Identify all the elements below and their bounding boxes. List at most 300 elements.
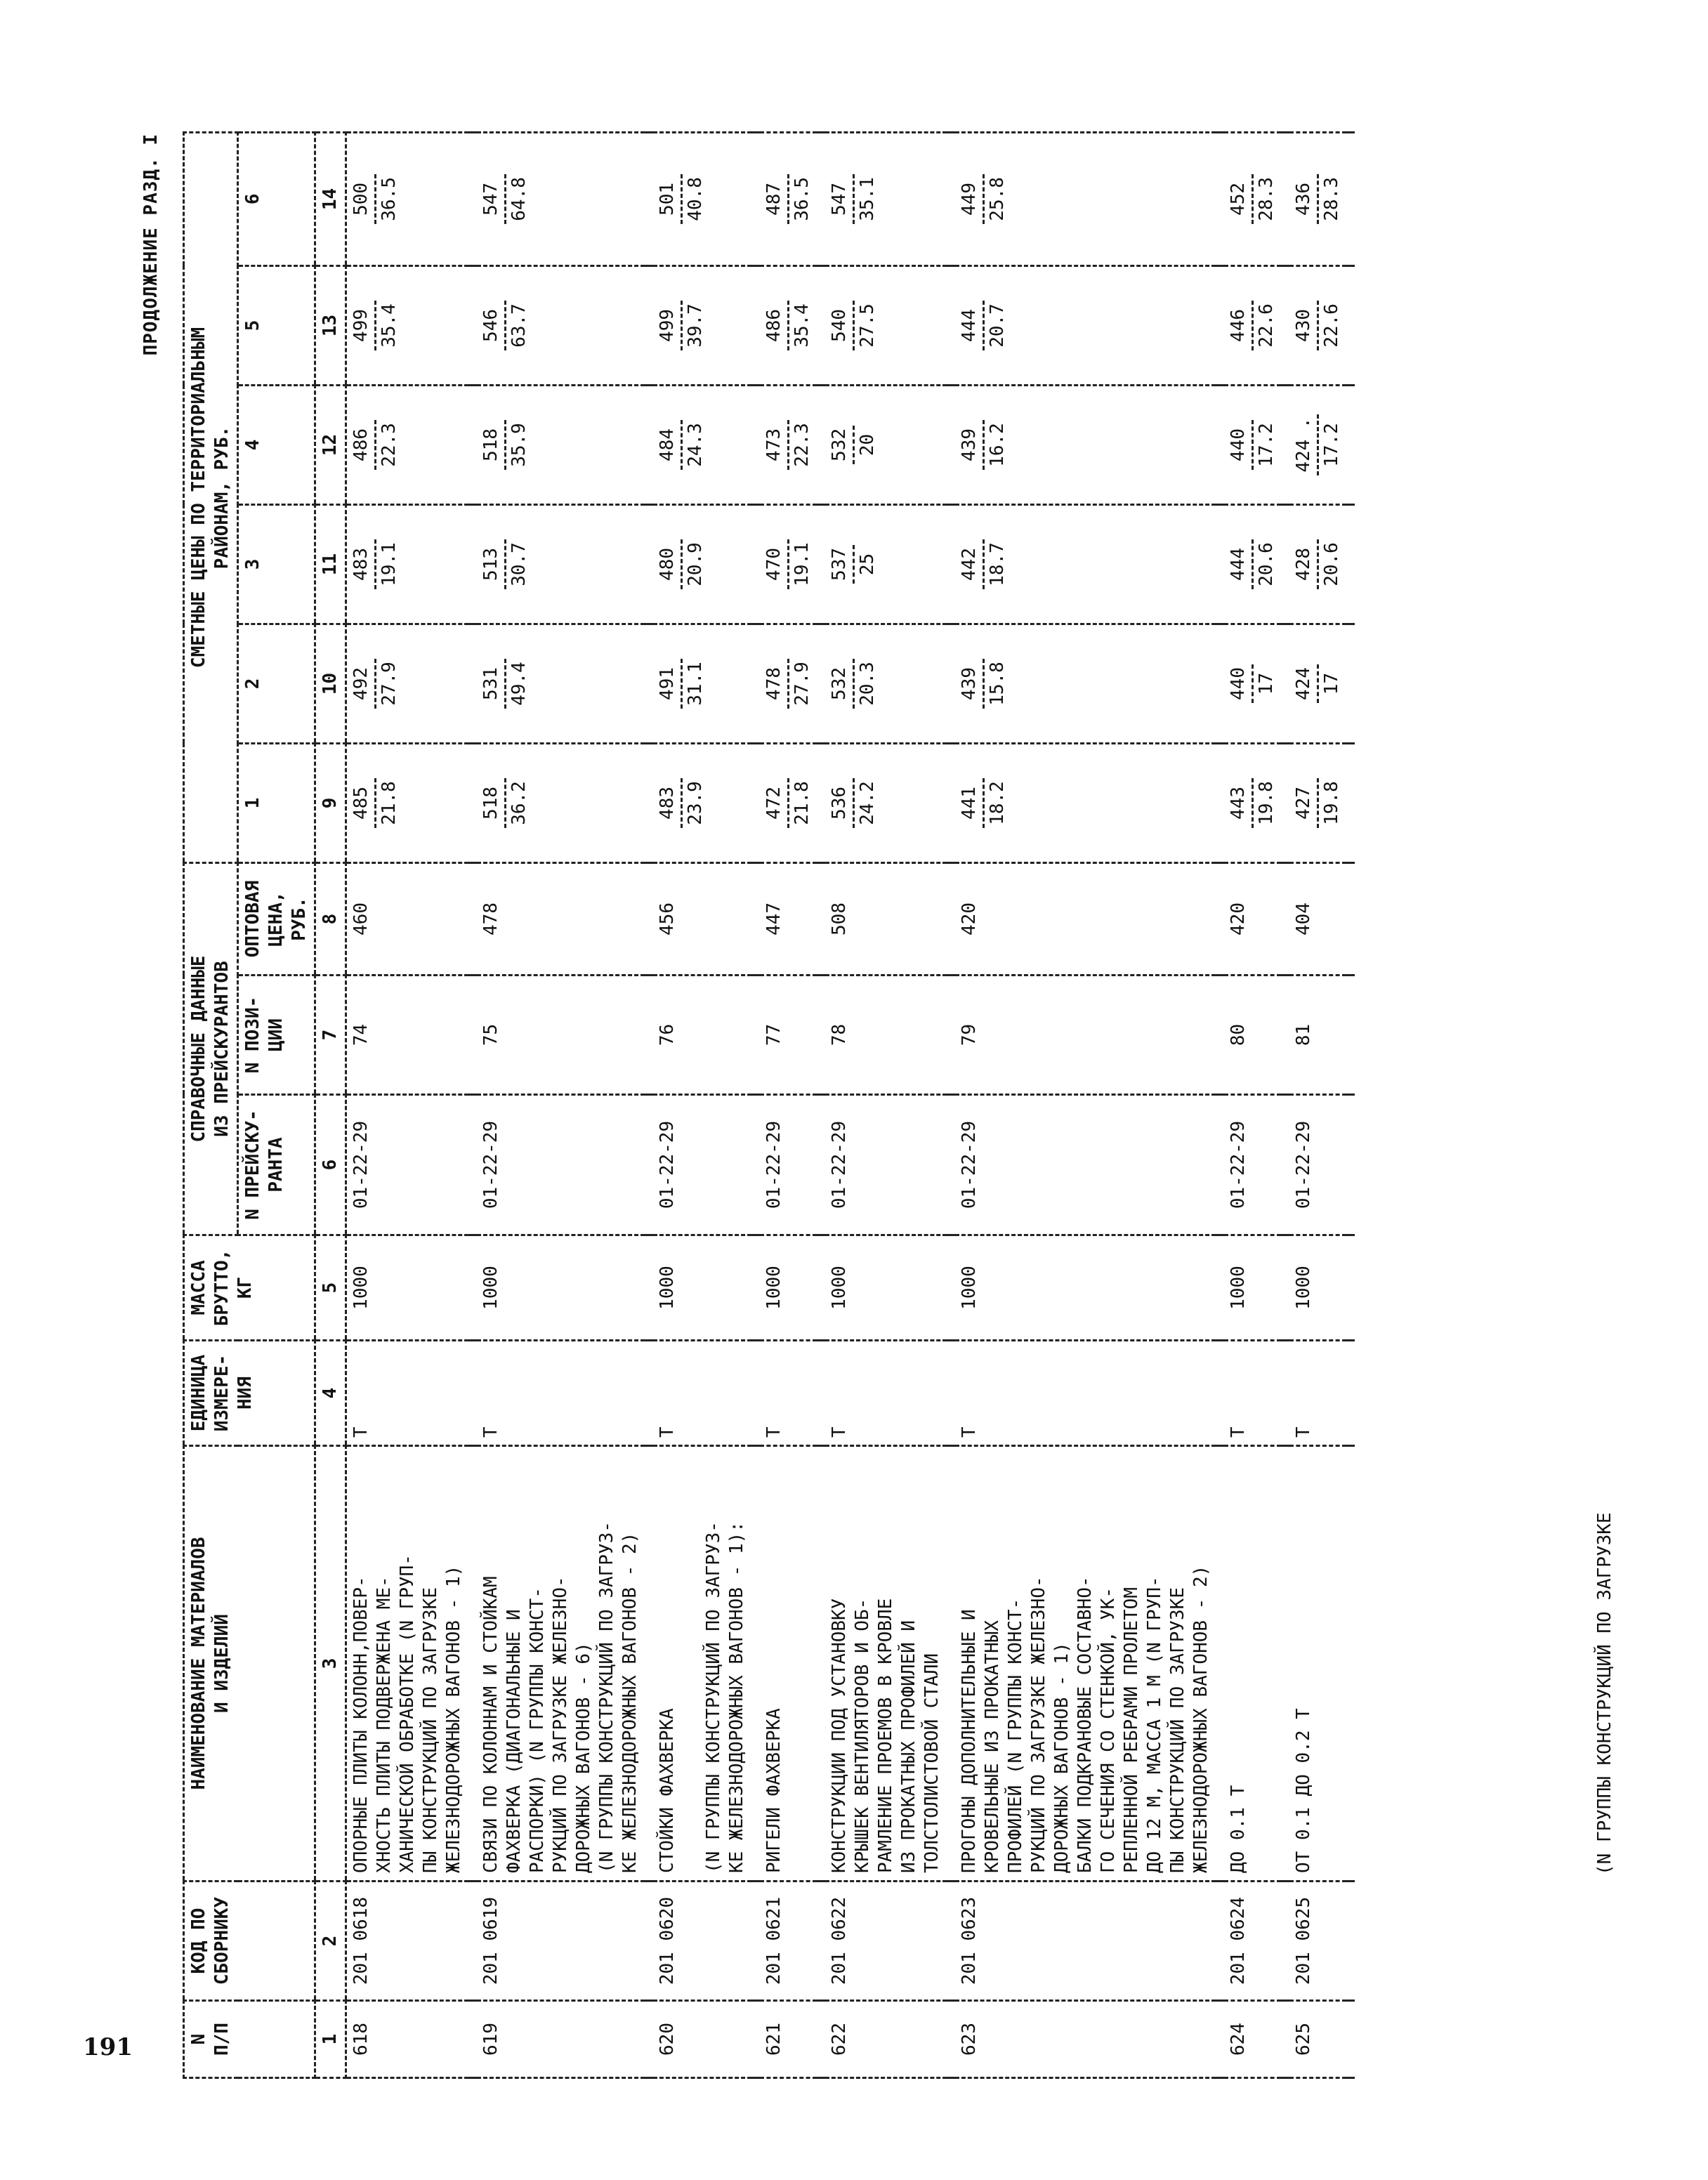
spacer-cell xyxy=(1346,265,1355,385)
col-num-3: 3 xyxy=(315,1446,346,1882)
cell-pricelist: 01-22-29 xyxy=(760,1095,817,1235)
cell-pricelist: 01-22-29 xyxy=(825,1095,947,1235)
transport-cost: 35.9 xyxy=(508,423,530,467)
spacer-cell xyxy=(947,743,955,862)
cell-price-region-6 xyxy=(1289,132,1346,265)
transport-cost: 19.1 xyxy=(379,542,400,586)
price-value: 439 xyxy=(958,659,985,709)
spacer-cell xyxy=(468,132,477,265)
transport-cost: 36.2 xyxy=(508,781,530,825)
spacer-cell xyxy=(468,1446,477,1882)
transport-cost: 49.4 xyxy=(508,662,530,706)
spacer-cell xyxy=(1346,1882,1355,2001)
table-row xyxy=(346,132,469,2077)
price-value: 470 xyxy=(763,539,789,589)
price-value: 486 xyxy=(350,420,376,470)
spacer-cell xyxy=(645,1095,653,1235)
price-fraction xyxy=(828,301,879,350)
spacer-cell xyxy=(1281,1095,1289,1235)
transport-cost: 20.9 xyxy=(685,542,706,586)
price-fraction xyxy=(1292,414,1344,475)
spacer-cell xyxy=(817,385,825,504)
row-spacer xyxy=(645,132,653,2077)
spacer-cell xyxy=(468,624,477,743)
cell-price-region-1 xyxy=(653,743,751,862)
cell-pricelist: 01-22-29 xyxy=(477,1095,645,1235)
transport-cost: 35.1 xyxy=(857,177,878,221)
table-row xyxy=(477,132,645,2077)
spacer-cell xyxy=(947,2001,955,2078)
transport-cost: 28.3 xyxy=(1321,177,1342,221)
cell-code: 201 0621 xyxy=(760,1882,817,2001)
cell-price-region-3 xyxy=(653,504,751,624)
spacer-cell xyxy=(645,265,653,385)
spacer-cell xyxy=(751,2001,760,2078)
price-value: 444 xyxy=(958,301,985,350)
cell-price-region-5 xyxy=(1224,265,1281,385)
cell-price-region-6 xyxy=(346,132,469,265)
transport-cost: 17 xyxy=(1321,672,1342,695)
cell-price-region-5 xyxy=(346,265,469,385)
spacer-cell xyxy=(751,1095,760,1235)
table-row xyxy=(1289,132,1346,2077)
cell-mass: 1000 xyxy=(1289,1235,1346,1341)
transport-cost: 24.3 xyxy=(685,423,706,467)
spacer-cell xyxy=(817,1341,825,1446)
spacer-cell xyxy=(645,624,653,743)
cell-price-region-5 xyxy=(955,265,1216,385)
cell-position: 78 xyxy=(825,976,947,1095)
price-value: 491 xyxy=(656,659,683,709)
spacer-cell xyxy=(1281,2001,1289,2078)
cell-name: ОТ 0.1 ДО 0.2 Т xyxy=(1289,1446,1346,1882)
price-fraction xyxy=(656,778,707,828)
price-fraction xyxy=(656,659,707,709)
cell-position: 77 xyxy=(760,976,817,1095)
page-number: 191 xyxy=(83,2033,133,2061)
price-value: 484 xyxy=(656,420,683,470)
cell-num: 618 xyxy=(346,2001,469,2078)
cell-price-region-1 xyxy=(955,743,1216,862)
cell-price-region-5 xyxy=(477,265,645,385)
spacer-cell xyxy=(817,1235,825,1341)
header-mass: МАССА БРУТТО, КГ xyxy=(184,1235,315,1341)
cell-name: ПРОГОНЫ ДОПОЛНИТЕЛЬНЫЕ И КРОВЕЛЬНЫЕ ИЗ ПРОКАТНЫХ ПРОФИЛЕЙ (N ГРУППЫ КОНСТ- РУКЦИЙ ПО ЗАГРУЗКЕ ЖЕЛЕЗНО- ДОРОЖНЫХ ВАГОНОВ - 1) БАЛКИ ПОДКРАНОВЫЕ СОСТАВНО- ГО СЕЧЕНИЯ СО СТЕНКОЙ, УК- РЕПЛЕННОЙ РЕБРАМИ ПРОЛЕТОМ ДО 12 М, МАССА 1 М (N ГРУП- ПЫ КОНСТРУКЦИЙ ПО ЗАГРУЗКЕ ЖЕЛЕЗНОДОРОЖНЫХ ВАГОНОВ - 2) xyxy=(955,1446,1216,1882)
transport-cost: 25.8 xyxy=(987,177,1008,221)
cell-name: ОПОРНЫЕ ПЛИТЫ КОЛОНН,ПОВЕР- ХНОСТЬ ПЛИТЫ ПОДВЕРЖЕНА МЕ- ХАНИЧЕСКОЙ ОБРАБОТКЕ (N ГРУП- ПЫ КОНСТРУКЦИЙ ПО ЗАГРУЗКЕ ЖЕЛЕЗНОДОРОЖНЫХ ВАГОНОВ - 1) xyxy=(346,1446,469,1882)
price-value: 424 . xyxy=(1292,414,1319,475)
cell-price-region-1 xyxy=(760,743,817,862)
cell-code: 201 0620 xyxy=(653,1882,751,2001)
cell-price-region-4 xyxy=(346,385,469,504)
spacer-cell xyxy=(1216,1882,1224,2001)
price-fraction xyxy=(1292,539,1344,589)
price-fraction xyxy=(763,301,814,350)
spacer-cell xyxy=(1216,385,1224,504)
price-value: 430 xyxy=(1292,301,1319,350)
spacer-cell xyxy=(947,1341,955,1446)
cell-price-region-4 xyxy=(760,385,817,504)
cell-num: 622 xyxy=(825,2001,947,2078)
spacer-cell xyxy=(645,1341,653,1446)
price-value: 446 xyxy=(1227,301,1254,350)
transport-cost: 27.9 xyxy=(379,662,400,706)
spacer-cell xyxy=(468,976,477,1095)
cell-num: 623 xyxy=(955,2001,1216,2078)
transport-cost: 30.7 xyxy=(508,542,530,586)
col-num-2: 2 xyxy=(315,1882,346,2001)
cell-price-region-3 xyxy=(955,504,1216,624)
price-fraction xyxy=(480,659,531,709)
header-position: N ПОЗИ- ЦИИ xyxy=(238,976,315,1095)
col-num-13: 13 xyxy=(315,265,346,385)
footer-note: (N ГРУППЫ КОНСТРУКЦИЙ ПО ЗАГРУЗКЕ xyxy=(1594,1512,1615,1875)
price-value: 428 xyxy=(1292,539,1319,589)
cell-mass: 1000 xyxy=(955,1235,1216,1341)
spacer-cell xyxy=(1216,976,1224,1095)
spacer-cell xyxy=(751,624,760,743)
price-fraction xyxy=(480,778,531,828)
row-spacer xyxy=(947,132,955,2077)
rotated-page xyxy=(133,133,1707,2079)
cell-wholesale: 420 xyxy=(955,862,1216,975)
price-value: 478 xyxy=(763,659,789,709)
cell-wholesale: 447 xyxy=(760,862,817,975)
transport-cost: 20.6 xyxy=(1321,542,1342,586)
spacer-cell xyxy=(1216,504,1224,624)
price-value: 486 xyxy=(763,301,789,350)
price-value: 427 xyxy=(1292,778,1319,828)
price-value: 531 xyxy=(480,659,506,709)
spacer-cell xyxy=(751,976,760,1095)
header-region-2: 2 xyxy=(238,624,315,743)
transport-cost: 25 xyxy=(857,553,878,576)
spacer-cell xyxy=(1216,265,1224,385)
cell-price-region-6 xyxy=(825,132,947,265)
cell-price-region-6 xyxy=(477,132,645,265)
transport-cost: 27.9 xyxy=(791,662,813,706)
spacer-cell xyxy=(751,1882,760,2001)
spacer-cell xyxy=(468,2001,477,2078)
cell-unit: Т xyxy=(477,1341,645,1446)
cell-price-region-3 xyxy=(346,504,469,624)
price-fraction xyxy=(1292,301,1344,350)
cell-price-region-3 xyxy=(760,504,817,624)
spacer-cell xyxy=(817,624,825,743)
spacer-cell xyxy=(1281,1446,1289,1882)
header-num: N П/П xyxy=(184,2001,315,2078)
cell-price-region-4 xyxy=(1224,385,1281,504)
cell-pricelist: 01-22-29 xyxy=(653,1095,751,1235)
spacer-cell xyxy=(1281,132,1289,265)
price-fraction xyxy=(1227,420,1278,470)
spacer-cell xyxy=(1216,862,1224,975)
col-num-5: 5 xyxy=(315,1235,346,1341)
cell-price-region-5 xyxy=(760,265,817,385)
cell-mass: 1000 xyxy=(760,1235,817,1341)
spacer-cell xyxy=(947,1446,955,1882)
price-value: 532 xyxy=(828,659,855,709)
price-value: 441 xyxy=(958,778,985,828)
header-region-3: 3 xyxy=(238,504,315,624)
price-fraction xyxy=(958,778,1009,828)
spacer-cell xyxy=(1281,385,1289,504)
spacer-cell xyxy=(751,132,760,265)
cell-pricelist: 01-22-29 xyxy=(346,1095,469,1235)
transport-cost: 36.5 xyxy=(791,177,813,221)
col-num-1: 1 xyxy=(315,2001,346,2078)
price-fraction xyxy=(1292,778,1344,828)
cell-num: 621 xyxy=(760,2001,817,2078)
spacer-cell xyxy=(1216,1235,1224,1341)
price-fraction xyxy=(656,539,707,589)
spacer-cell xyxy=(947,862,955,975)
cell-price-region-3 xyxy=(477,504,645,624)
spacer-cell xyxy=(1216,2001,1224,2078)
transport-cost: 20.3 xyxy=(857,662,878,706)
col-num-6: 6 xyxy=(315,1095,346,1235)
cell-wholesale: 478 xyxy=(477,862,645,975)
spacer-cell xyxy=(1281,1235,1289,1341)
transport-cost: 22.6 xyxy=(1321,303,1342,348)
header-estimate-group: СМЕТНЫЕ ЦЕНЫ ПО ТЕРРИТОРИАЛЬНЫМ РАЙОНАМ, РУБ. xyxy=(184,132,238,862)
col-num-10: 10 xyxy=(315,624,346,743)
transport-cost: 63.7 xyxy=(508,303,530,348)
spacer-cell xyxy=(1346,385,1355,504)
cell-mass: 1000 xyxy=(346,1235,469,1341)
price-value: 536 xyxy=(828,778,855,828)
spacer-cell xyxy=(1346,504,1355,624)
price-value: 547 xyxy=(828,174,855,224)
spacer-cell xyxy=(751,504,760,624)
spacer-cell xyxy=(468,1235,477,1341)
price-value: 439 xyxy=(958,420,985,470)
cell-price-region-2 xyxy=(825,624,947,743)
cell-price-region-1 xyxy=(1289,743,1346,862)
row-spacer xyxy=(1281,132,1289,2077)
cell-price-region-5 xyxy=(825,265,947,385)
cell-pricelist: 01-22-29 xyxy=(1224,1095,1281,1235)
price-value: 473 xyxy=(763,420,789,470)
spacer-cell xyxy=(817,1882,825,2001)
spacer-cell xyxy=(1346,1446,1355,1882)
price-value: 513 xyxy=(480,539,506,589)
spacer-cell xyxy=(1281,862,1289,975)
cell-price-region-2 xyxy=(1224,624,1281,743)
spacer-cell xyxy=(817,862,825,975)
spacer-cell xyxy=(645,1235,653,1341)
header-wholesale: ОПТОВАЯ ЦЕНА, РУБ. xyxy=(238,862,315,975)
price-fraction xyxy=(958,301,1009,350)
spacer-cell xyxy=(1346,862,1355,975)
price-fraction xyxy=(763,539,814,589)
price-fraction xyxy=(828,545,879,584)
spacer-cell xyxy=(817,743,825,862)
cell-name: СВЯЗИ ПО КОЛОННАМ И СТОЙКАМ ФАХВЕРКА (ДИАГОНАЛЬНЫЕ И РАСПОРКИ) (N ГРУППЫ КОНСТ- РУКЦИЙ ПО ЗАГРУЗКЕ ЖЕЛЕЗНО- ДОРОЖНЫХ ВАГОНОВ - 6) (N ГРУППЫ КОНСТРУКЦИЙ ПО ЗАГРУЗ- КЕ ЖЕЛЕЗНОДОРОЖНЫХ ВАГОНОВ - 2) xyxy=(477,1446,645,1882)
price-value: 499 xyxy=(350,301,376,350)
continuation-label: ПРОДОЛЖЕНИЕ РАЗД. I xyxy=(140,133,162,356)
spacer-cell xyxy=(645,1882,653,2001)
spacer-cell xyxy=(817,504,825,624)
price-value: 444 xyxy=(1227,539,1254,589)
price-fraction xyxy=(350,659,401,709)
price-fraction xyxy=(958,420,1009,470)
price-value: 449 xyxy=(958,174,985,224)
cell-position: 80 xyxy=(1224,976,1281,1095)
price-value: 499 xyxy=(656,301,683,350)
cell-name: СТОЙКИ ФАХВЕРКА (N ГРУППЫ КОНСТРУКЦИЙ ПО ЗАГРУЗ- КЕ ЖЕЛЕЗНОДОРОЖНЫХ ВАГОНОВ - 1): xyxy=(653,1446,751,1882)
price-value: 442 xyxy=(958,539,985,589)
transport-cost: 35.4 xyxy=(791,303,813,348)
spacer-cell xyxy=(645,862,653,975)
price-fraction xyxy=(480,420,531,470)
spacer-cell xyxy=(817,132,825,265)
cell-price-region-4 xyxy=(825,385,947,504)
transport-cost: 39.7 xyxy=(685,303,706,348)
transport-cost: 17.2 xyxy=(1321,423,1342,467)
price-value: 472 xyxy=(763,778,789,828)
transport-cost: 15.8 xyxy=(987,662,1008,706)
spacer-cell xyxy=(751,1446,760,1882)
price-value: 436 xyxy=(1292,174,1319,224)
cell-price-region-5 xyxy=(1289,265,1346,385)
cell-code: 201 0624 xyxy=(1224,1882,1281,2001)
cell-price-region-4 xyxy=(653,385,751,504)
cell-pricelist: 01-22-29 xyxy=(955,1095,1216,1235)
spacer-cell xyxy=(1281,743,1289,862)
price-fraction xyxy=(1227,539,1278,589)
spacer-cell xyxy=(645,504,653,624)
spacer-cell xyxy=(1346,624,1355,743)
cell-code: 201 0625 xyxy=(1289,1882,1346,2001)
cell-name: КОНСТРУКЦИИ ПОД УСТАНОВКУ КРЫШЕК ВЕНТИЛЯТОРОВ И ОБ- РАМЛЕНИЕ ПРОЕМОВ В КРОВЛЕ ИЗ ПРОКАТНЫХ ПРОФИЛЕЙ И ТОЛСТОЛИСТОВОЙ СТАЛИ xyxy=(825,1446,947,1882)
cell-wholesale: 456 xyxy=(653,862,751,975)
price-value: 540 xyxy=(828,301,855,350)
spacer-cell xyxy=(468,1882,477,2001)
price-fraction xyxy=(828,659,879,709)
transport-cost: 21.8 xyxy=(379,781,400,825)
table-row xyxy=(825,132,947,2077)
spacer-cell xyxy=(947,132,955,265)
cell-position: 74 xyxy=(346,976,469,1095)
spacer-cell xyxy=(817,265,825,385)
cell-code: 201 0618 xyxy=(346,1882,469,2001)
spacer-cell xyxy=(468,1095,477,1235)
cell-wholesale: 508 xyxy=(825,862,947,975)
cell-unit: Т xyxy=(653,1341,751,1446)
cell-price-region-2 xyxy=(760,624,817,743)
cell-num: 620 xyxy=(653,2001,751,2078)
transport-cost: 64.8 xyxy=(508,177,530,221)
row-spacer xyxy=(1216,132,1224,2077)
cell-unit: Т xyxy=(346,1341,469,1446)
spacer-cell xyxy=(1346,2001,1355,2078)
cell-unit: Т xyxy=(955,1341,1216,1446)
transport-cost: 22.6 xyxy=(1256,303,1277,348)
transport-cost: 18.2 xyxy=(987,781,1008,825)
transport-cost: 28.3 xyxy=(1256,177,1277,221)
cell-pricelist: 01-22-29 xyxy=(1289,1095,1346,1235)
cell-price-region-2 xyxy=(477,624,645,743)
price-fraction xyxy=(350,539,401,589)
transport-cost: 36.5 xyxy=(379,177,400,221)
header-region-4: 4 xyxy=(238,385,315,504)
spacer-cell xyxy=(1216,1095,1224,1235)
price-fraction xyxy=(763,778,814,828)
row-spacer xyxy=(468,132,477,2077)
cell-wholesale: 420 xyxy=(1224,862,1281,975)
spacer-cell xyxy=(468,504,477,624)
col-num-12: 12 xyxy=(315,385,346,504)
cell-price-region-2 xyxy=(653,624,751,743)
spacer-cell xyxy=(645,2001,653,2078)
spacer-cell xyxy=(947,1095,955,1235)
transport-cost: 20 xyxy=(857,433,878,457)
col-num-9: 9 xyxy=(315,743,346,862)
spacer-cell xyxy=(947,1882,955,2001)
price-value: 532 xyxy=(828,426,855,464)
price-fraction xyxy=(763,174,814,224)
cell-price-region-3 xyxy=(1224,504,1281,624)
col-num-14: 14 xyxy=(315,132,346,265)
spacer-cell xyxy=(468,862,477,975)
cell-unit: Т xyxy=(1224,1341,1281,1446)
spacer-cell xyxy=(1346,1095,1355,1235)
cell-price-region-4 xyxy=(1289,385,1346,504)
table-body xyxy=(346,132,1355,2077)
cell-num: 619 xyxy=(477,2001,645,2078)
price-table xyxy=(183,131,1355,2079)
cell-price-region-1 xyxy=(477,743,645,862)
spacer-cell xyxy=(468,385,477,504)
transport-cost: 16.2 xyxy=(987,423,1008,467)
spacer-cell xyxy=(817,1095,825,1235)
spacer-cell xyxy=(1281,624,1289,743)
transport-cost: 18.7 xyxy=(987,542,1008,586)
spacer-cell xyxy=(1281,265,1289,385)
spacer-cell xyxy=(751,743,760,862)
price-value: 440 xyxy=(1227,664,1254,703)
transport-cost: 17 xyxy=(1256,672,1277,695)
cell-price-region-6 xyxy=(653,132,751,265)
spacer-cell xyxy=(468,265,477,385)
col-num-11: 11 xyxy=(315,504,346,624)
transport-cost: 21.8 xyxy=(791,781,813,825)
price-value: 518 xyxy=(480,778,506,828)
price-value: 452 xyxy=(1227,174,1254,224)
price-fraction xyxy=(958,174,1009,224)
transport-cost: 22.3 xyxy=(379,423,400,467)
transport-cost: 20.7 xyxy=(987,303,1008,348)
row-spacer xyxy=(751,132,760,2077)
transport-cost: 27.5 xyxy=(857,303,878,348)
spacer-cell xyxy=(947,624,955,743)
spacer-cell xyxy=(947,504,955,624)
spacer-cell xyxy=(817,976,825,1095)
header-region-1: 1 xyxy=(238,743,315,862)
spacer-cell xyxy=(751,862,760,975)
spacer-cell xyxy=(1346,1341,1355,1446)
spacer-cell xyxy=(1216,743,1224,862)
spacer-cell xyxy=(645,976,653,1095)
cell-wholesale: 404 xyxy=(1289,862,1346,975)
transport-cost: 24.2 xyxy=(857,781,878,825)
row-spacer xyxy=(1346,132,1355,2077)
header-name: НАИМЕНОВАНИЕ МАТЕРИАЛОВ И ИЗДЕЛИЙ xyxy=(184,1446,315,1882)
price-fraction xyxy=(480,539,531,589)
price-fraction xyxy=(1227,778,1278,828)
header-region-6: 6 xyxy=(238,132,315,265)
